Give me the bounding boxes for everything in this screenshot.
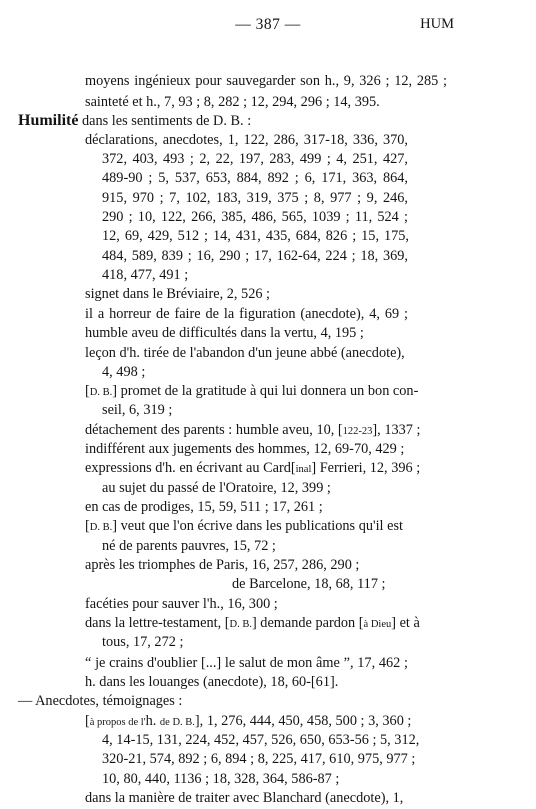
entry-segment: [ <box>85 383 90 400</box>
entry-segment: dans la lettre-testament, [ <box>85 615 230 632</box>
entry-segment: signet dans le Bréviaire, <box>85 286 227 303</box>
entry-segment: 17 <box>132 634 148 651</box>
entry-segment: 2 <box>226 286 234 303</box>
entry-segment: ] Ferrieri, <box>311 460 370 477</box>
entry-segment: 418, 477, 491 ; <box>102 267 189 284</box>
entry-segment: 17 <box>253 247 269 264</box>
entry-segment: 6 <box>304 170 312 187</box>
entry-segment: humble aveu de difficultés dans la vertu, <box>85 325 321 342</box>
entry-segment: , 72 ; <box>246 537 276 554</box>
entry-segment: , 22, 197, 283, 499 ; <box>206 151 337 167</box>
entry-segment: expressions d' <box>85 460 166 477</box>
entry-segment: [ <box>85 518 90 535</box>
entry-segment: [ <box>85 712 90 729</box>
entry-segment: 18 <box>270 674 285 690</box>
entry-segment: 17 <box>357 654 372 671</box>
entry-segment: , 360 ; <box>375 712 412 729</box>
entry-segment: , 294, 296 ; <box>264 93 334 110</box>
entry-segment: 16 <box>227 595 242 612</box>
entry-segment: leçon d' <box>85 345 130 362</box>
entry-segment: 372, 403, 493 ; <box>102 151 200 167</box>
entry-segment: 4 <box>369 305 377 322</box>
entry-segment: h. <box>145 712 157 729</box>
entry-segment: tous, <box>102 634 133 651</box>
entry-segment: 320-21, 574, 892 ; <box>102 751 211 768</box>
entry-segment: 14 <box>213 228 228 245</box>
entry-segment: , 290 ; <box>210 247 254 264</box>
entry-segment: h. <box>129 345 140 362</box>
entry-segment: 18 <box>212 770 227 787</box>
entry-segment: 14 <box>333 93 348 110</box>
entry-segment: en écrivant au Card[ <box>175 460 296 477</box>
entry-segment: , 93 ; <box>171 93 204 110</box>
entry-segment: , 282 ; <box>210 93 251 110</box>
entry-segment: en cas de prodiges, <box>85 499 198 516</box>
entry-segment: 122-23 <box>342 425 373 437</box>
entry-segment: 3 <box>368 712 376 729</box>
entry-segment: ], 1337 ; <box>372 421 421 438</box>
entry-segment: 12 <box>313 441 328 458</box>
entry-segment: , 14-15, 131, 224, 452, 457, 526, 650, 653-56 ; <box>109 732 380 749</box>
entry-segment: 915, 970 ; <box>102 189 170 206</box>
entry-segment: , 395. <box>347 93 380 110</box>
entry-segment: , 60-[61]. <box>284 674 339 690</box>
entry-segment: à propos de l' <box>89 716 146 728</box>
entry-segment: dans les sentiments de D. B. <box>82 113 244 130</box>
entry-segment: , 225, 417, 610, 975, 977 ; <box>264 751 416 768</box>
entry-segment: , 431, 435, 684, 826 ; <box>227 228 362 245</box>
entry-segment: , 894 ; <box>217 751 258 768</box>
entry-segment: , 261 ; <box>286 499 323 516</box>
page-header <box>0 16 536 38</box>
entry-segment: 1 <box>206 712 214 729</box>
entry-segment: , 69 ; <box>376 305 408 322</box>
entry-segment: à Dieu <box>363 619 392 631</box>
entry-segment: 10 <box>316 421 331 438</box>
entry-segment: D. B. <box>229 619 252 631</box>
entry-segment: , 498 ; <box>109 363 146 380</box>
entry-segment: 12 <box>369 460 385 477</box>
entry-segment: , 396 ; <box>384 460 421 477</box>
entry-segment: 12 <box>280 479 295 496</box>
index-line <box>85 787 403 809</box>
entry-segment: 11 <box>354 209 369 226</box>
entry-segment: 12 <box>250 93 265 110</box>
entry-segment: indifférent aux jugements des hommes, <box>85 441 314 458</box>
entry-segment: ], <box>194 712 207 729</box>
entry-segment: , [ <box>330 421 343 438</box>
entry-segment: de D. B. <box>159 716 195 728</box>
entry-segment: 15 <box>361 228 376 245</box>
entry-segment: , 59, 511 ; <box>211 499 273 516</box>
entry-segment: ] veut que l'on écrive dans les publications qu'il est <box>112 518 403 535</box>
entry-segment: , 369, <box>374 247 408 264</box>
entry-segment: , 300 ; <box>241 595 278 612</box>
entry-segment: 484, 589, 839 ; <box>102 247 197 264</box>
entry-segment: , 977 ; <box>320 189 367 206</box>
entry-segment: , 69, 429, 512 ; <box>116 228 213 245</box>
entry-segment: , 246, <box>373 189 408 206</box>
entry-segment: inal <box>295 464 312 476</box>
entry-segment: — <box>18 693 36 710</box>
entry-segment: , 537, 653, 884, 892 ; <box>165 170 305 187</box>
entry-segment: 15 <box>232 537 247 554</box>
entry-segment: 17 <box>272 499 287 516</box>
entry-segment: D. B. <box>89 522 113 534</box>
entry-segment: , <box>156 93 165 110</box>
entry-segment: après les triomphes de Paris, <box>85 557 252 574</box>
entry-segment: Humilité <box>18 112 79 130</box>
entry-segment: , 195 ; <box>327 325 364 342</box>
entry-segment: , <box>220 595 228 612</box>
entry-segment: h. <box>85 674 96 690</box>
running-head: HUM <box>420 16 454 32</box>
entry-segment: 8 <box>313 189 321 206</box>
entry-segment: , 326 ; <box>350 72 395 89</box>
entry-segment: D. B. <box>89 387 113 399</box>
entry-segment: facéties pour sauver l' <box>85 595 210 612</box>
entry-segment: dans les louanges (anecdote), <box>95 674 271 690</box>
entry-segment: 5 <box>158 170 166 187</box>
entry-segment: , 171, 363, 864, <box>311 170 409 187</box>
entry-segment: 15 <box>197 499 212 516</box>
entry-segment: , 312, <box>387 732 420 749</box>
entry-segment: 9 <box>366 189 374 206</box>
entry-segment: 2 <box>199 151 207 167</box>
page-number: — 387 — <box>235 16 301 33</box>
entry-segment: 12 <box>394 72 409 89</box>
entry-segment: , 319 ; <box>136 402 173 419</box>
entry-segment: 4 <box>320 325 328 342</box>
index-line <box>85 70 447 92</box>
entry-segment: 16 <box>251 557 267 574</box>
entry-segment: 18 <box>360 247 375 264</box>
entry-segment: 8 <box>203 93 211 110</box>
entry-segment: h. <box>209 595 221 612</box>
entry-segment: , 328, 364, 586-87 ; <box>226 770 340 787</box>
entry-segment: moyens ingénieux pour sauvegarder son <box>85 72 325 89</box>
index-line <box>102 631 183 653</box>
entry-segment: 290 ; <box>102 209 138 226</box>
entry-segment: 7 <box>169 189 177 206</box>
entry-segment: 10 <box>137 209 153 226</box>
entry-segment: , 175, <box>375 228 409 245</box>
entry-segment: h. <box>146 93 157 110</box>
entry-segment: , 462 ; <box>371 654 409 671</box>
entry-segment: dans la manière de traiter avec Blanchard (anecdote), <box>85 790 393 807</box>
entry-segment: 4 <box>102 732 110 749</box>
entry-segment: , 257, 286, 290 ; <box>266 557 360 574</box>
entry-segment: , 68, 117 ; <box>328 576 386 593</box>
entry-segment: déclarations, anecdotes, <box>85 131 228 148</box>
entry-segment: 18 <box>314 576 329 593</box>
entry-segment: : <box>174 693 183 710</box>
entry-segment: 4 <box>102 363 110 380</box>
entry-segment: né de parents pauvres, <box>102 537 233 554</box>
entry-segment: 6 <box>210 751 218 768</box>
entry-segment: 4 <box>336 151 344 167</box>
entry-segment: 489-90 ; <box>102 170 159 187</box>
entry-segment: , 80, 440, 1136 ; <box>116 770 213 787</box>
entry-segment: , 276, 444, 450, 458, 500 ; <box>214 712 369 729</box>
entry-segment: ] et à <box>391 615 420 632</box>
entry-segment: au sujet du passé de l'Oratoire, <box>102 479 281 496</box>
entry-segment: 6 <box>129 402 137 419</box>
entry-segment: 7 <box>164 93 172 110</box>
entry-segment: 8 <box>257 751 265 768</box>
entry-segment: de Barcelone, <box>232 576 315 593</box>
entry-segment: sainteté et <box>85 93 147 110</box>
entry-segment: h. <box>165 460 176 477</box>
entry-segment: “ je crains d'oublier [...] le salut de mon âme ”, <box>85 654 358 671</box>
entry-segment: 12 <box>102 228 117 245</box>
entry-segment: , 524 ; <box>368 209 408 226</box>
entry-segment: 16 <box>196 247 211 264</box>
entry-segment: , 251, 427, <box>343 151 408 167</box>
entry-segment: , 272 ; <box>147 634 184 651</box>
entry-segment: ] promet de la gratitude à qui lui donnera un bon con- <box>112 383 419 400</box>
entry-segment: , 102, 183, 319, 375 ; <box>176 189 314 206</box>
entry-segment: , 162-64, 224 ; <box>268 247 361 264</box>
entry-segment: h. <box>324 72 336 89</box>
entry-segment: , 122, 286, 317-18, 336, 370, <box>234 131 408 148</box>
entry-segment: , 122, 266, 385, 486, 565, 1039 ; <box>152 209 355 226</box>
entry-segment: , 285 ; <box>408 72 447 89</box>
entry-segment: Anecdotes, témoignages <box>35 693 175 710</box>
entry-segment: , 69-70, 429 ; <box>327 441 405 458</box>
entry-segment: 5 <box>380 732 388 749</box>
entry-segment: ] demande pardon [ <box>251 615 364 632</box>
entry-segment: : <box>243 113 252 130</box>
entry-segment: 9 <box>343 72 351 89</box>
entry-segment: seil, <box>102 402 130 419</box>
entry-segment: tirée de l'abandon d'un jeune abbé (anecdote), <box>140 345 405 362</box>
entry-segment: il a horreur de faire de la figuration (anecdote), <box>85 305 370 322</box>
entry-segment: , <box>335 72 344 89</box>
index-line <box>85 322 364 344</box>
entry-segment: 1 <box>392 790 400 807</box>
entry-segment: , <box>399 790 404 807</box>
entry-segment: 10 <box>102 770 117 787</box>
entry-segment: 1 <box>227 131 235 148</box>
entry-segment: , 399 ; <box>294 479 331 496</box>
entry-segment: , 526 ; <box>233 286 271 303</box>
entry-segment: détachement des parents : humble aveu, <box>85 421 317 438</box>
